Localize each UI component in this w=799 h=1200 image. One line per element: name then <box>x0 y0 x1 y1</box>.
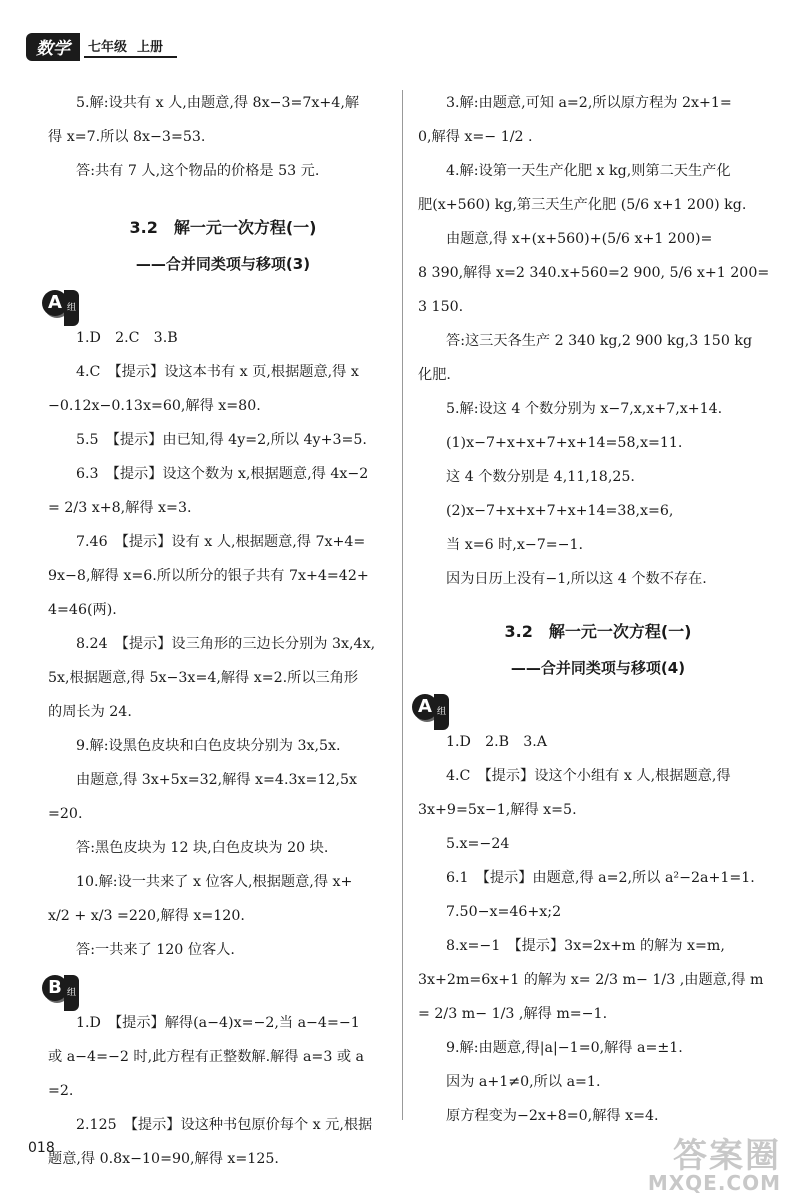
answer-line: 题意,得 0.8x−10=90,解得 x=125. <box>48 1151 279 1167</box>
column-divider <box>402 90 403 1120</box>
answer-line: 4=46(两). <box>48 602 117 618</box>
answer-line: 由题意,得 x+(x+560)+(5/6 x+1 200)= <box>446 231 713 247</box>
answer-line: 0,解得 x=− 1/2 . <box>418 129 533 145</box>
answer-line: 5x,根据题意,得 5x−3x=4,解得 x=2.所以三角形 <box>48 670 359 686</box>
group-a-tag: 组 <box>64 290 79 326</box>
watermark-url: MXQE.COM <box>647 1171 781 1195</box>
answer-line: 3x+9=5x−1,解得 x=5. <box>418 802 577 818</box>
answer-line: 9.解:设黑色皮块和白色皮块分别为 3x,5x. <box>76 738 341 754</box>
answer-line: 7.46 【提示】设有 x 人,根据题意,得 7x+4= <box>76 534 366 550</box>
answer-line: 1.D 【提示】解得(a−4)x=−2,当 a−4=−1 <box>76 1015 360 1031</box>
answer-line: 或 a−4=−2 时,此方程有正整数解.解得 a=3 或 a <box>48 1049 365 1065</box>
answer-line: = 2/3 x+8,解得 x=3. <box>48 500 192 516</box>
answer-line: 9.解:由题意,得|a|−1=0,解得 a=±1. <box>446 1040 683 1056</box>
group-b-letter: B <box>42 975 68 1001</box>
group-a-tag: 组 <box>434 694 449 730</box>
answer-line: 6.1 【提示】由题意,得 a=2,所以 a²−2a+1=1. <box>446 870 755 886</box>
answer-line: 5.解:设这 4 个数分别为 x−7,x,x+7,x+14. <box>446 401 723 417</box>
answer-line: 8 390,解得 x=2 340.x+560=2 900, 5/6 x+1 200= <box>418 265 770 281</box>
answer-line: 4.解:设第一天生产化肥 x kg,则第二天生产化 <box>446 163 731 179</box>
answer-line: 得 x=7.所以 8x−3=53. <box>48 129 206 145</box>
grade-label <box>84 36 177 58</box>
answer-line: 当 x=6 时,x−7=−1. <box>446 537 584 553</box>
grade-text: 七年级 <box>88 40 128 55</box>
answer-line: 1.D 2.B 3.A <box>446 734 548 750</box>
page-number: 018 <box>28 1140 55 1156</box>
group-a-letter: A <box>412 694 438 720</box>
answer-line: 3 150. <box>418 299 464 315</box>
answer-line: 2.125 【提示】设这种书包原价每个 x 元,根据 <box>76 1117 373 1133</box>
section-subtitle: ——合并同类项与移项(3) <box>135 255 311 273</box>
section-title: 3.2 解一元一次方程(一) <box>129 218 317 237</box>
answer-line: 由题意,得 3x+5x=32,解得 x=4.3x=12,5x <box>76 772 357 788</box>
answer-line: 化肥. <box>418 367 451 383</box>
group-a-letter: A <box>42 290 68 316</box>
group-a-icon <box>412 692 449 722</box>
group-b-icon <box>42 973 79 1003</box>
answer-line: 9x−8,解得 x=6.所以所分的银子共有 7x+4=42+ <box>48 568 369 584</box>
watermark <box>648 1128 781 1195</box>
answer-line: x/2 + x/3 =220,解得 x=120. <box>48 908 245 924</box>
watermark-text: 答案圈 <box>673 1136 781 1176</box>
answer-line: 7.50−x=46+x;2 <box>446 904 562 920</box>
answer-line: 的周长为 24. <box>48 704 132 720</box>
answer-line: 5.5 【提示】由已知,得 4y=2,所以 4y+3=5. <box>76 432 367 448</box>
answer-line: (1)x−7+x+x+7+x+14=58,x=11. <box>446 435 683 451</box>
answer-line: 答:黑色皮块为 12 块,白色皮块为 20 块. <box>76 840 329 856</box>
answer-line: = 2/3 m− 1/3 ,解得 m=−1. <box>418 1006 608 1022</box>
answer-line: 8.x=−1 【提示】3x=2x+m 的解为 x=m, <box>446 938 725 954</box>
answer-line: 8.24 【提示】设三角形的三边长分别为 3x,4x, <box>76 636 376 652</box>
answer-line: 3.解:由题意,可知 a=2,所以原方程为 2x+1= <box>446 95 732 111</box>
answer-line: 5.x=−24 <box>446 836 510 852</box>
subject-badge: 数学 <box>26 33 80 61</box>
answer-line: 肥(x+560) kg,第三天生产化肥 (5/6 x+1 200) kg. <box>418 197 747 213</box>
group-b-tag: 组 <box>64 975 79 1011</box>
answer-line: 原方程变为−2x+8=0,解得 x=4. <box>446 1108 659 1124</box>
answer-line: 1.D 2.C 3.B <box>76 330 178 346</box>
answer-line: 10.解:设一共来了 x 位客人,根据题意,得 x+ <box>76 874 353 890</box>
answer-line: 3x+2m=6x+1 的解为 x= 2/3 m− 1/3 ,由题意,得 m <box>418 972 764 988</box>
page-header <box>26 34 177 60</box>
answer-line: =2. <box>48 1083 74 1099</box>
answer-line: (2)x−7+x+x+7+x+14=38,x=6, <box>446 503 674 519</box>
answer-line: 答:共有 7 人,这个物品的价格是 53 元. <box>76 163 320 179</box>
answer-line: 4.C 【提示】设这本书有 x 页,根据题意,得 x <box>76 364 359 380</box>
right-column <box>418 86 778 1133</box>
answer-line: =20. <box>48 806 83 822</box>
group-a-icon <box>42 288 79 318</box>
volume-text: 上册 <box>137 40 164 55</box>
section-subtitle: ——合并同类项与移项(4) <box>510 659 686 677</box>
answer-line: 6.3 【提示】设这个数为 x,根据题意,得 4x−2 <box>76 466 369 482</box>
answer-line: −0.12x−0.13x=60,解得 x=80. <box>48 398 261 414</box>
answer-line: 因为日历上没有−1,所以这 4 个数不存在. <box>446 571 707 587</box>
answer-line: 5.解:设共有 x 人,由题意,得 8x−3=7x+4,解 <box>76 95 360 111</box>
answer-line: 4.C 【提示】设这个小组有 x 人,根据题意,得 <box>446 768 731 784</box>
answer-line: 答:这三天各生产 2 340 kg,2 900 kg,3 150 kg <box>446 333 753 349</box>
left-column <box>48 86 398 1176</box>
section-title: 3.2 解一元一次方程(一) <box>504 622 692 641</box>
answer-line: 这 4 个数分别是 4,11,18,25. <box>446 469 635 485</box>
answer-line: 答:一共来了 120 位客人. <box>76 942 235 958</box>
answer-line: 因为 a+1≠0,所以 a=1. <box>446 1074 601 1090</box>
